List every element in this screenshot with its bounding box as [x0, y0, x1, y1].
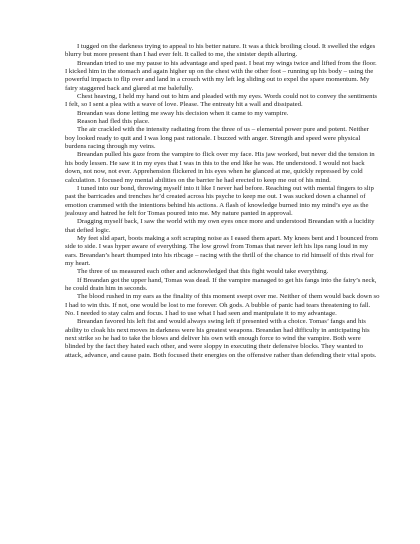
- paragraph-3: Chest heaving, I held my hand out to him and pleaded with my eyes. Words could not to convey the sentiments I felt, so I sent a plea with a wave of love. Please. The entreaty hit a wall and dissipated.: [65, 93, 378, 109]
- paragraph-12: If Breandan got the upper hand, Tomas was dead. If the vampire managed to get his fangs into the fairy’s neck, he could drain him in seconds.: [65, 276, 377, 292]
- paragraph-1: I tugged on the darkness trying to appeal to his better nature. It was a thick broiling cloud. It swelled the edges blurry but more present than I had ever felt. It called to me, the sinister depth alluring.: [65, 43, 376, 59]
- paragraph-4: Breandan was done letting me sway his decision when it came to my vampire.: [77, 109, 289, 117]
- paragraph-2: Breandan tried to use my pause to his advantage and sped past. I beat my wings twice and lifted from the floor. I kicked him in the stomach and again higher up on the chest with the other foot – running up his body – using the powerful impacts to flip over and land in a crouch with my left leg sliding out to expel the spare momentum. My fairy staggered back and glared at me balefully.: [65, 59, 377, 92]
- paragraph-14: Breandan favored his left fist and would always swing left if presented with a choice. Tomas’ fangs and his ability to cloak his next moves in darkness were his greatest weapons. Breandan had difficulty in anticipating his next strike so he had to take the blows and deliver his own with enough force to wind the vampire. Both were blinded by the fact they hated each other, and were sloppy in executing their defensive blocks. They wanted to attack, advance, and cause pain. Both focused their energies on the offensive rather than defending their vital spots.: [65, 318, 377, 359]
- paragraph-6: The air crackled with the intensity radiating from the three of us – elemental power pure and potent. Neither boy looked ready to quit and I was long past rationale. I buzzed with anger. Strength and speed were physical burdens racing through my veins.: [65, 126, 369, 151]
- paragraph-11: The three of us measured each other and acknowledged that this fight would take everything.: [77, 268, 329, 276]
- paragraph-7: Breandan pulled his gaze from the vampire to flick over my face. His jaw worked, but never did the tension in his body lessen. He saw it in my eyes that I was in this to the end like he was. He understood. I would not back down, not now, not ever. Apprehension flickered in his eyes when he glanced at me, quickly repressed by cold calculation. I focused my mental abilities on the barrier he had erected to keep me out of his mind.: [65, 151, 375, 184]
- paragraph-9: Dragging myself back, I saw the world with my own eyes once more and understood Breandan with a lucidity that defied logic.: [65, 218, 375, 234]
- body-text: [65, 43, 380, 360]
- paragraph-10: My feet slid apart, boots making a soft scraping noise as I eased them apart. My knees bent and I bounced from side to side. I was hyper aware of everything. The low growl from Tomas that never left his lips rang loud in my ears. Breandan’s heart thumped into his ribcage – racing with the thrill of the chance to rid himself of this rival for my heart.: [65, 234, 378, 267]
- paragraph-8: I tuned into our bond, throwing myself into it like I never had before. Reaching out with mental fingers to slip past the barricades and trenches he’d created across his psyche to keep me out. I was sucked down a channel of emotion crammed with the intentions behind his actions. A flash of knowledge burned into my mind’s eye as the jealousy and hatred he felt for Tomas poured into me. My nature panted in approval.: [65, 184, 374, 217]
- paragraph-5: Reason had fled this place.: [77, 118, 150, 126]
- paragraph-13: The blood rushed in my ears as the finality of this moment swept over me. Neither of them would back down so I had to win this. If not, one would be lost to me forever. Oh gods. A bubble of panic had tears threatening to fall. No. I needed to stay calm and focus. I had to use what I had seen and manipulate it to my advantage.: [65, 293, 380, 317]
